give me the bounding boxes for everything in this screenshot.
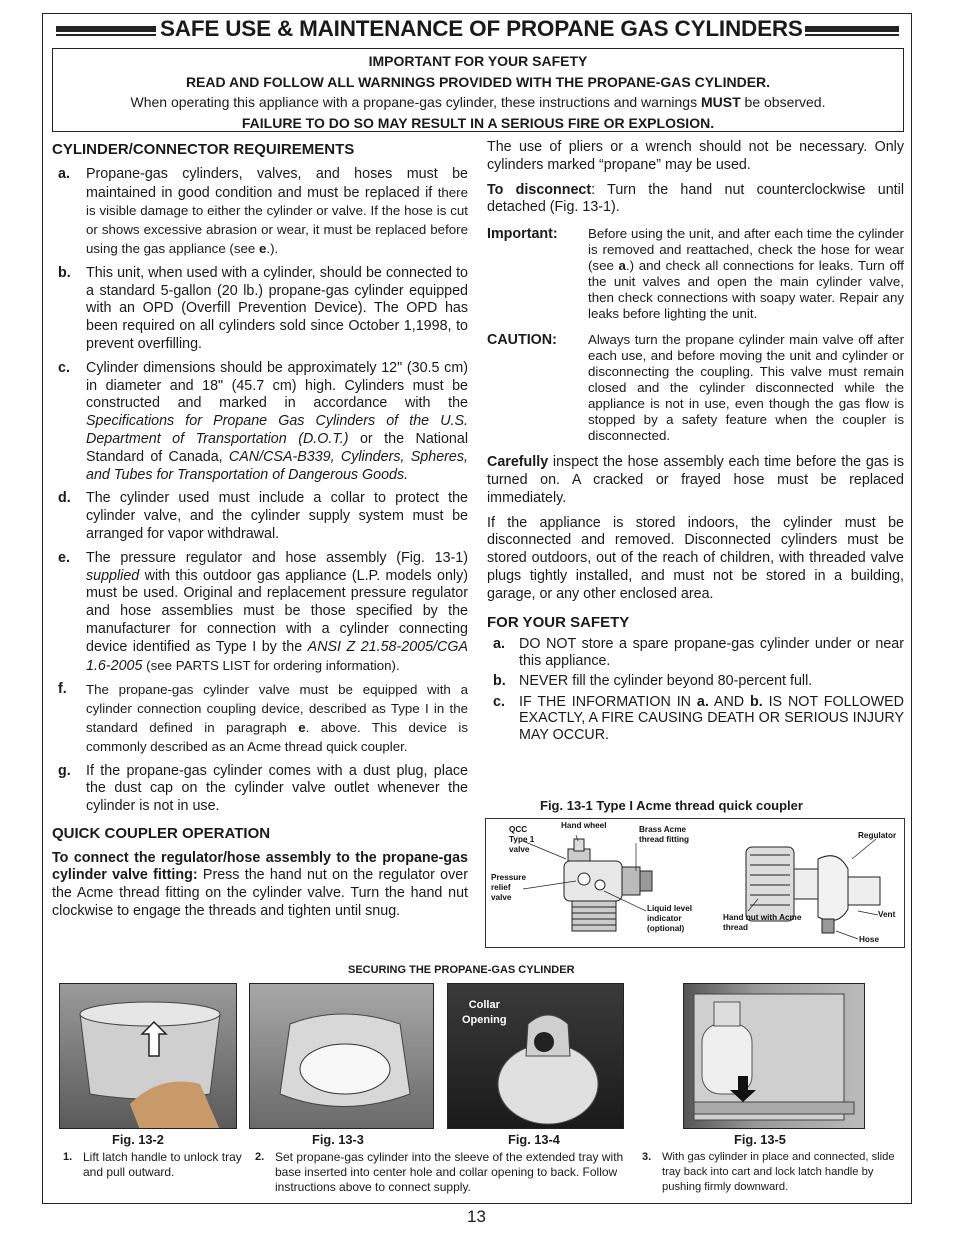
safety-failure-warning: FAILURE TO DO SO MAY RESULT IN A SERIOUS FIRE OR EXPLOSION. (241, 114, 715, 131)
quick-coupler-heading: QUICK COUPLER OPERATION (52, 824, 271, 842)
photo-fig-13-4 (447, 983, 624, 1129)
list-item: b. NEVER fill the cylinder beyond 80-percent full. (493, 673, 813, 690)
list-item: c. Cylinder dimensions should be approximately 12" (30.5 cm) in diameter and 18" (45.7 cm) high. Cylinders must be constructed and marked in accordance with the Specifications for Propane Gas Cylinders of the U.S. Department of Transportation (D.O.T.) or the National Standard of Canada, CAN/CSA-B339, Cylinders, Spheres, and Tubes for Transportation of Dangerous Goods. (58, 359, 468, 483)
inspect-hose-paragraph: Carefully inspect the hose assembly each time before the gas is turned on. A cracked or frayed hose must be replaced immediately. (487, 454, 904, 506)
important-note: Important: Before using the unit, and after each time the cylinder is removed and reattached, check the hose for wear (see a.) and check all connections for leaks. Turn off the unit valves and open the main cylinder valve, then check connections with soapy water. Repair any leaks before lighting the unit. (487, 226, 904, 322)
regulator-label: Regulator (858, 831, 897, 840)
step-1: 1. Lift latch handle to unlock tray and pull outward. (63, 1150, 242, 1179)
brass-fitting-label: Brass Acme thread fitting (639, 825, 690, 844)
qcc-valve-label: QCC Type 1 valve (509, 825, 535, 854)
photo-fig-13-5-image (684, 984, 865, 1129)
pressure-relief-label: Pressure relief valve (491, 873, 527, 902)
list-item: c. IF THE INFORMATION IN a. AND b. IS NOT FOLLOWED EXACTLY, A FIRE CAUSING DEATH OR SERIOUS INJURY MAY OCCUR. (493, 693, 905, 743)
pliers-paragraph: The use of pliers or a wrench should not be necessary. Only cylinders marked “propane” may be used. (487, 139, 904, 173)
list-item: g. If the propane-gas cylinder comes with a dust plug, place the dust cap on the cylinder valve outlet whenever the cylinder is not in use. (58, 762, 468, 815)
page-title: SAFE USE & MAINTENANCE OF PROPANE GAS CYLINDERS (160, 16, 803, 41)
left-column (52, 141, 468, 921)
safety-notice-box (52, 48, 904, 132)
securing-section-title: SECURING THE PROPANE-GAS CYLINDER (348, 964, 575, 976)
title-rule-right (805, 26, 899, 32)
disconnect-paragraph: To disconnect: Turn the hand nut counterclockwise until detached (Fig. 13-1). (487, 181, 904, 216)
acme-coupler-diagram (485, 818, 905, 948)
photo-fig-13-3-image (250, 984, 434, 1129)
vent-label: Vent (878, 910, 896, 919)
figure-13-1-title: Fig. 13-1 Type I Acme thread quick coupler (540, 798, 803, 813)
step-2: 2. Set propane-gas cylinder into the sleeve of the extended tray with base inserted into center hole and collar opening to back. Follow instructions above to connect supply. (255, 1150, 624, 1194)
photo-fig-13-2 (59, 983, 237, 1129)
storage-paragraph: If the appliance is stored indoors, the cylinder must be disconnected and removed. Disconnected cylinders must be stored outdoors, out of the reach of children, with threaded valve plugs tightly installed, and must not be stored in a building, garage, or any other enclosed area. (487, 514, 904, 602)
caution-note: CAUTION: Always turn the propane cylinder main valve off after each use, and before moving the unit and cylinder or disconnecting the coupling. This valve must remain closed and the cylinder disconnected while the appliance is not in use, even though the gas flow is stopped by a safety feature when the coupler is disconnected. (487, 332, 904, 444)
list-item: a. DO NOT store a spare propane-gas cylinder under or near this appliance. (493, 636, 904, 669)
hand-nut-label: Hand nut with Acme thread (723, 913, 802, 932)
step-3: 3. With gas cylinder in place and connected, slide tray back into cart and lock latch handle by pushing firmly downward. (642, 1151, 895, 1193)
photo-fig-13-3 (249, 983, 434, 1129)
safety-heading: IMPORTANT FOR YOUR SAFETY (368, 53, 588, 69)
collar-opening-label: Collar Opening (462, 999, 507, 1026)
quick-coupler-instructions: To connect the regulator/hose assembly to the propane-gas cylinder valve fitting: Press the hand nut on the regulator over the Acme thread fitting on the cylinder valve. Turn the hand nut clockwise to engage the threads and tighten until snug. (52, 849, 468, 920)
fig-13-3-caption: Fig. 13-3 (312, 1132, 364, 1147)
hand-wheel-label: Hand wheel (561, 821, 607, 830)
list-item: f. The propane-gas cylinder valve must be equipped with a cylinder connection coupling device, described as Type I in the standard defined in paragraph e. above. This device is commonly described as an Acme thread quick coupler. (58, 681, 468, 754)
page-number: 13 (467, 1207, 486, 1226)
coupler-illustration (486, 819, 906, 949)
list-item: d. The cylinder used must include a collar to protect the cylinder valve, and the cylinder supply system must be arranged for vapor withdrawal. (58, 490, 468, 542)
photo-fig-13-2-image (60, 984, 237, 1129)
photo-fig-13-5 (683, 983, 865, 1129)
list-item: b. This unit, when used with a cylinder, should be connected to a standard 5-gallon (20 lb.) propane-gas cylinder equipped with an OPD (Overfill Prevention Device). The OPD has been required on all cylinders sold since October 1,1998, to prevent overfilling. (58, 264, 468, 352)
safety-read-warnings: READ AND FOLLOW ALL WARNINGS PROVIDED WITH THE PROPANE-GAS CYLINDER. (185, 73, 771, 90)
list-item: a. Propane-gas cylinders, valves, and hoses must be maintained in good condition and must be replaced if there is visible damage to either the cylinder or valve. If the hose is cut or shows excessive abrasion or wear, it must be replaced before using the gas appliance (see e.). (58, 165, 468, 256)
list-item: e. The pressure regulator and hose assembly (Fig. 13-1) supplied with this outdoor gas appliance (L.P. models only) must be used. Original and replacement pressure regulator and hose assemblies must be those specified by the manufacturer for connection with a cylinder connecting device identified as Type I by the ANSI Z 21.58-2005/CGA 1.6-2005 (see PARTS LIST for ordering information). (58, 549, 468, 674)
fig-13-5-caption: Fig. 13-5 (734, 1132, 786, 1147)
hose-label: Hose (859, 935, 880, 944)
right-column (487, 139, 904, 743)
liquid-level-label: Liquid level indicator (optional) (647, 904, 693, 933)
safety-must-observe: When operating this appliance with a propane-gas cylinder, these instructions and warnings MUST be observed. (130, 94, 826, 110)
cylinder-requirements-heading: CYLINDER/CONNECTOR REQUIREMENTS (52, 141, 355, 158)
for-your-safety-heading: FOR YOUR SAFETY (487, 613, 630, 631)
fig-13-2-caption: Fig. 13-2 (112, 1132, 164, 1147)
title-rule-left (56, 26, 156, 32)
fig-13-4-caption: Fig. 13-4 (508, 1132, 560, 1147)
